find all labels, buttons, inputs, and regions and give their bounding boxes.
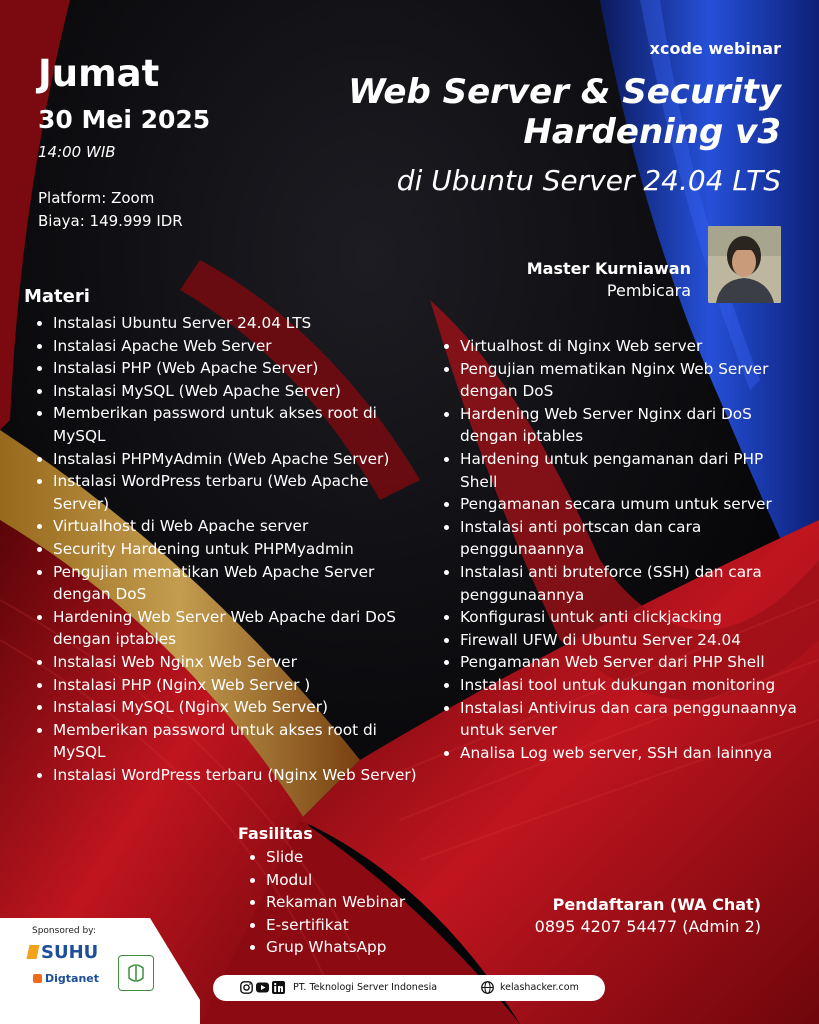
fasilitas-item: Modul	[250, 869, 470, 892]
footer-website[interactable]: kelashacker.com	[500, 982, 579, 993]
event-time: 14:00 WIB	[38, 143, 116, 161]
materi-item: Instalasi PHP (Nginx Web Server )	[37, 674, 417, 697]
suhu-logo	[28, 942, 98, 963]
materi-item: Instalasi WordPress terbaru (Web Apache Server)	[37, 470, 417, 515]
suhu-logo-mark	[27, 945, 40, 959]
materi-item: Instalasi WordPress terbaru (Nginx Web Server)	[37, 764, 417, 787]
fasilitas-heading: Fasilitas	[238, 824, 313, 843]
materi-item: Instalasi tool untuk dukungan monitoring	[444, 674, 804, 697]
speaker-photo	[708, 226, 781, 303]
title-line-1: Web Server & Security	[348, 72, 781, 112]
materi-list-left	[37, 312, 417, 786]
materi-list-right	[444, 335, 804, 764]
speaker-name: Master Kurniawan	[526, 259, 691, 278]
materi-item: Pengamanan Web Server dari PHP Shell	[444, 651, 804, 674]
materi-item: Instalasi MySQL (Web Apache Server)	[37, 380, 417, 403]
materi-item: Hardening untuk pengamanan dari PHP Shell	[444, 448, 804, 493]
materi-item: Pengujian mematikan Nginx Web Server dengan DoS	[444, 358, 804, 403]
registration-heading: Pendaftaran (WA Chat)	[552, 895, 761, 914]
materi-item: Virtualhost di Web Apache server	[37, 515, 417, 538]
sponsor-label: Sponsored by:	[32, 926, 96, 936]
materi-item: Firewall UFW di Ubuntu Server 24.04	[444, 629, 804, 652]
partner-logo	[118, 955, 154, 991]
materi-item: Instalasi PHPMyAdmin (Web Apache Server)	[37, 448, 417, 471]
event-info	[38, 187, 183, 233]
speaker-role: Pembicara	[606, 281, 691, 300]
event-day: Jumat	[38, 52, 160, 95]
registration-phone[interactable]: 0895 4207 54477 (Admin 2)	[534, 917, 761, 936]
globe-icon	[481, 981, 494, 994]
instagram-icon[interactable]	[240, 981, 253, 994]
event-subtitle: di Ubuntu Server 24.04 LTS	[396, 164, 781, 197]
materi-item: Pengujian mematikan Web Apache Server dengan DoS	[37, 561, 417, 606]
materi-item: Virtualhost di Nginx Web server	[444, 335, 804, 358]
fasilitas-item: Grup WhatsApp	[250, 936, 470, 959]
linkedin-icon[interactable]	[272, 981, 285, 994]
youtube-icon[interactable]	[256, 981, 269, 994]
fasilitas-item: Rekaman Webinar	[250, 891, 470, 914]
event-platform: Platform: Zoom	[38, 189, 155, 207]
materi-item: Analisa Log web server, SSH dan lainnya	[444, 742, 804, 765]
digtanet-logo	[33, 972, 99, 985]
fasilitas-item: Slide	[250, 846, 470, 869]
materi-item: Instalasi Antivirus dan cara penggunaannya untuk server	[444, 697, 804, 742]
materi-item: Instalasi Apache Web Server	[37, 335, 417, 358]
footer-company: PT. Teknologi Server Indonesia	[293, 982, 438, 993]
event-date: 30 Mei 2025	[38, 105, 211, 134]
event-fee: Biaya: 149.999 IDR	[38, 212, 183, 230]
title-line-2: Hardening v3	[523, 112, 781, 152]
materi-item: Instalasi Web Nginx Web Server	[37, 651, 417, 674]
digtanet-logo-text: Digtanet	[45, 972, 100, 985]
fasilitas-item: E-sertifikat	[250, 914, 470, 937]
materi-item: Memberikan password untuk akses root di MySQL	[37, 402, 417, 447]
fasilitas-list	[250, 846, 470, 959]
materi-item: Instalasi PHP (Web Apache Server)	[37, 357, 417, 380]
materi-item: Hardening Web Server Nginx dari DoS dengan iptables	[444, 403, 804, 448]
materi-item: Konfigurasi untuk anti clickjacking	[444, 606, 804, 629]
materi-item: Memberikan password untuk akses root di MySQL	[37, 719, 417, 764]
materi-item: Instalasi MySQL (Nginx Web Server)	[37, 696, 417, 719]
materi-item: Security Hardening untuk PHPMyadmin	[37, 538, 417, 561]
materi-heading: Materi	[24, 286, 90, 307]
brand-label: xcode webinar	[649, 39, 781, 58]
digtanet-logo-mark	[33, 974, 42, 983]
materi-item: Instalasi anti bruteforce (SSH) dan cara penggunaannya	[444, 561, 804, 606]
materi-item: Instalasi Ubuntu Server 24.04 LTS	[37, 312, 417, 335]
materi-item: Hardening Web Server Web Apache dari DoS dengan iptables	[37, 606, 417, 651]
materi-item: Pengamanan secara umum untuk server	[444, 493, 804, 516]
suhu-logo-text: SUHU	[41, 942, 99, 963]
footer-bar	[213, 975, 605, 1001]
event-title	[261, 72, 781, 152]
materi-item: Instalasi anti portscan dan cara penggunaannya	[444, 516, 804, 561]
